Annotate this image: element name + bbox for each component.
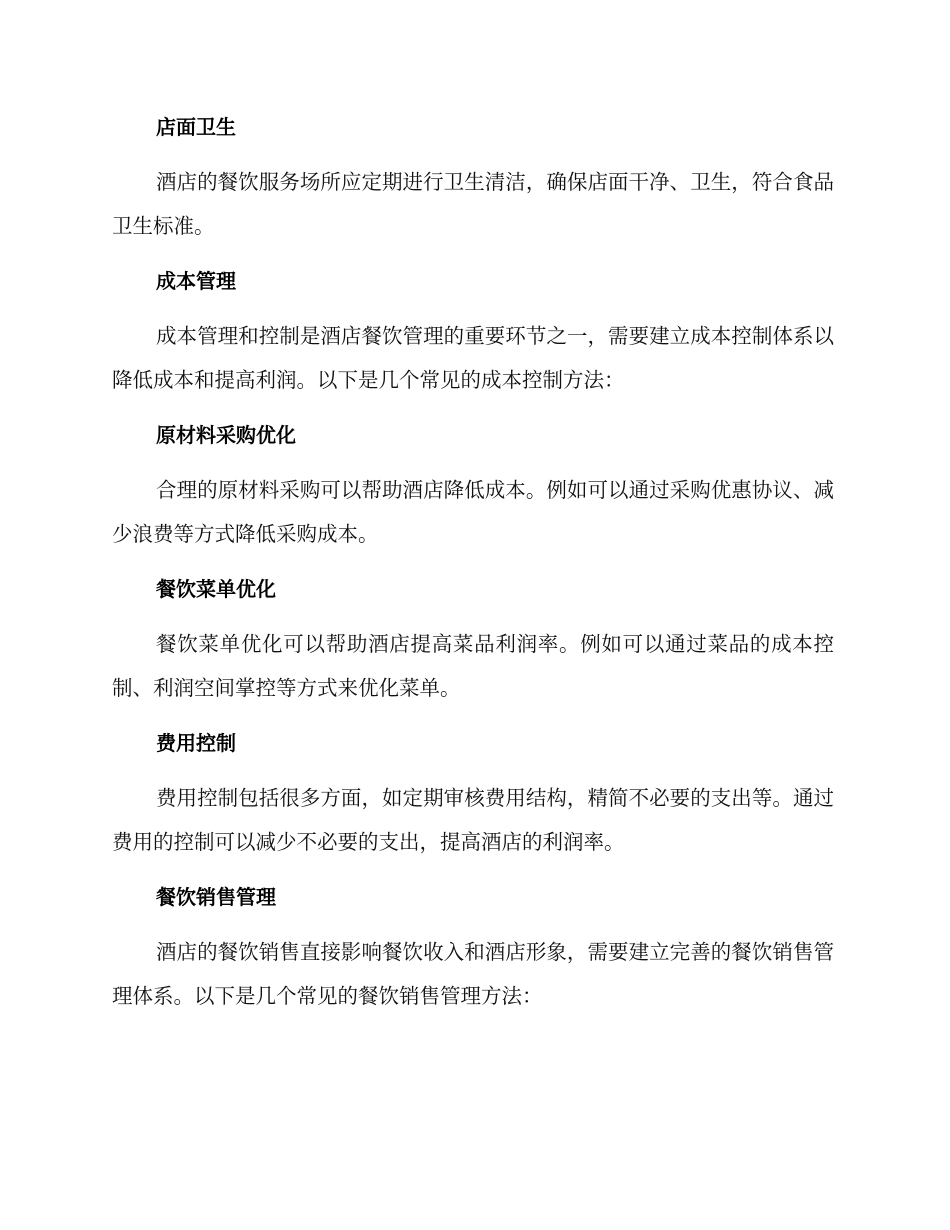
section-expense-control (112, 724, 834, 864)
section-heading: 餐饮销售管理 (156, 885, 276, 909)
section-heading: 原材料采购优化 (156, 423, 296, 447)
section-sales-management (112, 878, 834, 1018)
section-storefront-hygiene (112, 108, 834, 248)
section-heading: 店面卫生 (156, 115, 236, 139)
section-menu-optimization (112, 570, 834, 710)
section-heading: 餐饮菜单优化 (156, 577, 276, 601)
section-paragraph: 成本管理和控制是酒店餐饮管理的重要环节之一，需要建立成本控制体系以降低成本和提高利润。以下是几个常见的成本控制方法： (112, 324, 834, 392)
section-paragraph: 酒店的餐饮销售直接影响餐饮收入和酒店形象，需要建立完善的餐饮销售管理体系。以下是几个常见的餐饮销售管理方法： (112, 940, 834, 1008)
document-content (112, 108, 834, 1032)
section-cost-management (112, 262, 834, 402)
section-paragraph: 费用控制包括很多方面，如定期审核费用结构，精简不必要的支出等。通过费用的控制可以减少不必要的支出，提高酒店的利润率。 (112, 786, 834, 854)
section-raw-material-purchasing (112, 416, 834, 556)
section-paragraph: 餐饮菜单优化可以帮助酒店提高菜品利润率。例如可以通过菜品的成本控制、利润空间掌控等方式来优化菜单。 (112, 632, 834, 700)
section-heading: 费用控制 (156, 731, 236, 755)
section-heading: 成本管理 (156, 269, 236, 293)
section-paragraph: 酒店的餐饮服务场所应定期进行卫生清洁，确保店面干净、卫生，符合食品卫生标准。 (112, 170, 834, 238)
section-paragraph: 合理的原材料采购可以帮助酒店降低成本。例如可以通过采购优惠协议、减少浪费等方式降低采购成本。 (112, 478, 834, 546)
